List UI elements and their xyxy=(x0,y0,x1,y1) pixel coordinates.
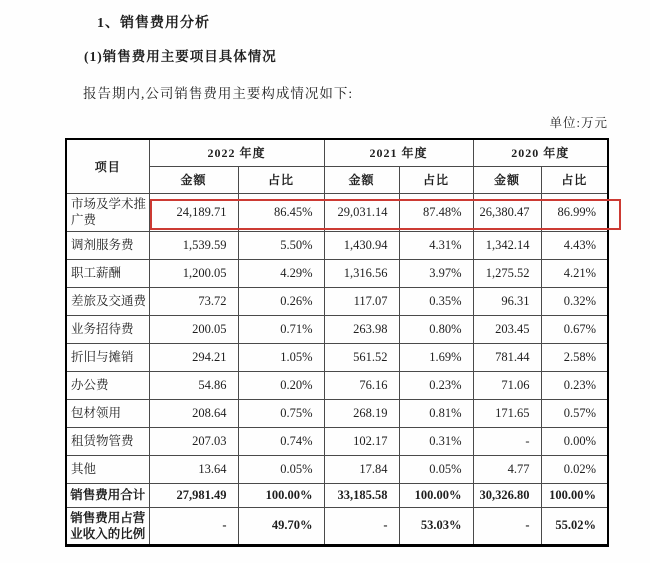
table-row-depreciation-amortization xyxy=(66,343,608,371)
table-row-other xyxy=(66,455,608,483)
cell-2022-ratio: 0.75% xyxy=(238,399,324,427)
cell-2022-amount: 73.72 xyxy=(149,287,238,315)
cell-2020-ratio: 0.67% xyxy=(541,315,608,343)
cell-2022-amount: 24,189.71 xyxy=(149,193,238,231)
cell-2020-ratio: 4.43% xyxy=(541,231,608,259)
sub-section-heading: (1)销售费用主要项目具体情况 xyxy=(84,49,277,64)
cell-2020-amount: 1,275.52 xyxy=(473,259,541,287)
cell-2020-amount: - xyxy=(473,427,541,455)
header-2021-ratio: 占比 xyxy=(399,166,473,193)
header-2022-amount: 金额 xyxy=(149,166,238,193)
cell-2020-amount: - xyxy=(473,507,541,546)
cell-2021-ratio: 53.03% xyxy=(399,507,473,546)
cell-2021-amount: 1,430.94 xyxy=(324,231,399,259)
cell-2021-ratio: 0.05% xyxy=(399,455,473,483)
header-year-2020: 2020 年度 xyxy=(473,139,608,166)
cell-2020-amount: 781.44 xyxy=(473,343,541,371)
cell-2022-ratio: 49.70% xyxy=(238,507,324,546)
cell-2021-amount: 76.16 xyxy=(324,371,399,399)
cell-2020-amount: 30,326.80 xyxy=(473,483,541,507)
cell-2020-ratio: 100.00% xyxy=(541,483,608,507)
cell-2020-amount: 171.65 xyxy=(473,399,541,427)
cell-2022-ratio: 1.05% xyxy=(238,343,324,371)
cell-2022-amount: 207.03 xyxy=(149,427,238,455)
cell-2021-amount: 33,185.58 xyxy=(324,483,399,507)
row-label: 销售费用合计 xyxy=(66,483,149,507)
cell-2020-amount: 96.31 xyxy=(473,287,541,315)
table-row-office-expense xyxy=(66,371,608,399)
row-label: 包材领用 xyxy=(66,399,149,427)
table-row-dispensing-service xyxy=(66,231,608,259)
cell-2022-ratio: 0.26% xyxy=(238,287,324,315)
cell-2020-ratio: 0.23% xyxy=(541,371,608,399)
cell-2021-ratio: 0.23% xyxy=(399,371,473,399)
header-2020-ratio: 占比 xyxy=(541,166,608,193)
row-label: 业务招待费 xyxy=(66,315,149,343)
cell-2020-ratio: 0.00% xyxy=(541,427,608,455)
cell-2022-ratio: 5.50% xyxy=(238,231,324,259)
cell-2022-amount: 27,981.49 xyxy=(149,483,238,507)
cell-2020-ratio: 0.32% xyxy=(541,287,608,315)
cell-2021-ratio: 3.97% xyxy=(399,259,473,287)
cell-2022-amount: 294.21 xyxy=(149,343,238,371)
cell-2020-amount: 4.77 xyxy=(473,455,541,483)
cell-2021-ratio: 1.69% xyxy=(399,343,473,371)
header-year-2022: 2022 年度 xyxy=(149,139,324,166)
cell-2022-ratio: 0.05% xyxy=(238,455,324,483)
cell-2021-amount: 561.52 xyxy=(324,343,399,371)
cell-2021-amount: - xyxy=(324,507,399,546)
cell-2022-ratio: 0.74% xyxy=(238,427,324,455)
cell-2022-ratio: 0.71% xyxy=(238,315,324,343)
cell-2022-amount: 1,539.59 xyxy=(149,231,238,259)
cell-2022-amount: - xyxy=(149,507,238,546)
table-row-rent-property xyxy=(66,427,608,455)
cell-2021-ratio: 87.48% xyxy=(399,193,473,231)
cell-2021-amount: 263.98 xyxy=(324,315,399,343)
cell-2020-ratio: 0.02% xyxy=(541,455,608,483)
table-row-market-promotion xyxy=(66,193,608,231)
row-label: 其他 xyxy=(66,455,149,483)
header-year-2021: 2021 年度 xyxy=(324,139,473,166)
cell-2020-ratio: 55.02% xyxy=(541,507,608,546)
cell-2021-ratio: 4.31% xyxy=(399,231,473,259)
cell-2022-amount: 54.86 xyxy=(149,371,238,399)
cell-2020-ratio: 4.21% xyxy=(541,259,608,287)
intro-paragraph: 报告期内,公司销售费用主要构成情况如下: xyxy=(83,86,354,101)
cell-2022-amount: 1,200.05 xyxy=(149,259,238,287)
cell-2020-ratio: 0.57% xyxy=(541,399,608,427)
unit-note: 单位:万元 xyxy=(549,116,608,130)
cell-2022-ratio: 100.00% xyxy=(238,483,324,507)
row-label: 职工薪酬 xyxy=(66,259,149,287)
row-label: 销售费用占营业收入的比例 xyxy=(66,507,149,546)
cell-2021-ratio: 0.80% xyxy=(399,315,473,343)
cell-2021-amount: 102.17 xyxy=(324,427,399,455)
row-label: 租赁物管费 xyxy=(66,427,149,455)
cell-2021-ratio: 0.81% xyxy=(399,399,473,427)
cell-2020-amount: 26,380.47 xyxy=(473,193,541,231)
row-label: 调剂服务费 xyxy=(66,231,149,259)
header-2022-ratio: 占比 xyxy=(238,166,324,193)
row-label: 办公费 xyxy=(66,371,149,399)
cell-2022-amount: 208.64 xyxy=(149,399,238,427)
cell-2020-ratio: 86.99% xyxy=(541,193,608,231)
header-2020-amount: 金额 xyxy=(473,166,541,193)
cell-2022-ratio: 86.45% xyxy=(238,193,324,231)
table-row-revenue-ratio xyxy=(66,507,608,546)
cell-2021-amount: 117.07 xyxy=(324,287,399,315)
table-row-total xyxy=(66,483,608,507)
cell-2022-ratio: 4.29% xyxy=(238,259,324,287)
table-row-staff-salary xyxy=(66,259,608,287)
row-label: 差旅及交通费 xyxy=(66,287,149,315)
cell-2021-amount: 1,316.56 xyxy=(324,259,399,287)
cell-2021-ratio: 0.31% xyxy=(399,427,473,455)
cell-2020-amount: 203.45 xyxy=(473,315,541,343)
table-row-packaging-materials xyxy=(66,399,608,427)
cell-2021-ratio: 100.00% xyxy=(399,483,473,507)
cell-2021-amount: 29,031.14 xyxy=(324,193,399,231)
cell-2022-ratio: 0.20% xyxy=(238,371,324,399)
cell-2022-amount: 13.64 xyxy=(149,455,238,483)
table-row-travel-transport xyxy=(66,287,608,315)
cell-2022-amount: 200.05 xyxy=(149,315,238,343)
selling-expenses-table xyxy=(65,138,609,547)
row-label: 市场及学术推广费 xyxy=(66,193,149,231)
cell-2021-ratio: 0.35% xyxy=(399,287,473,315)
row-label: 折旧与摊销 xyxy=(66,343,149,371)
cell-2020-amount: 71.06 xyxy=(473,371,541,399)
section-heading: 1、销售费用分析 xyxy=(97,16,210,31)
header-item: 项目 xyxy=(66,139,149,193)
header-row-years xyxy=(66,139,608,166)
cell-2020-ratio: 2.58% xyxy=(541,343,608,371)
cell-2021-amount: 268.19 xyxy=(324,399,399,427)
cell-2021-amount: 17.84 xyxy=(324,455,399,483)
header-2021-amount: 金额 xyxy=(324,166,399,193)
table-row-business-entertainment xyxy=(66,315,608,343)
cell-2020-amount: 1,342.14 xyxy=(473,231,541,259)
